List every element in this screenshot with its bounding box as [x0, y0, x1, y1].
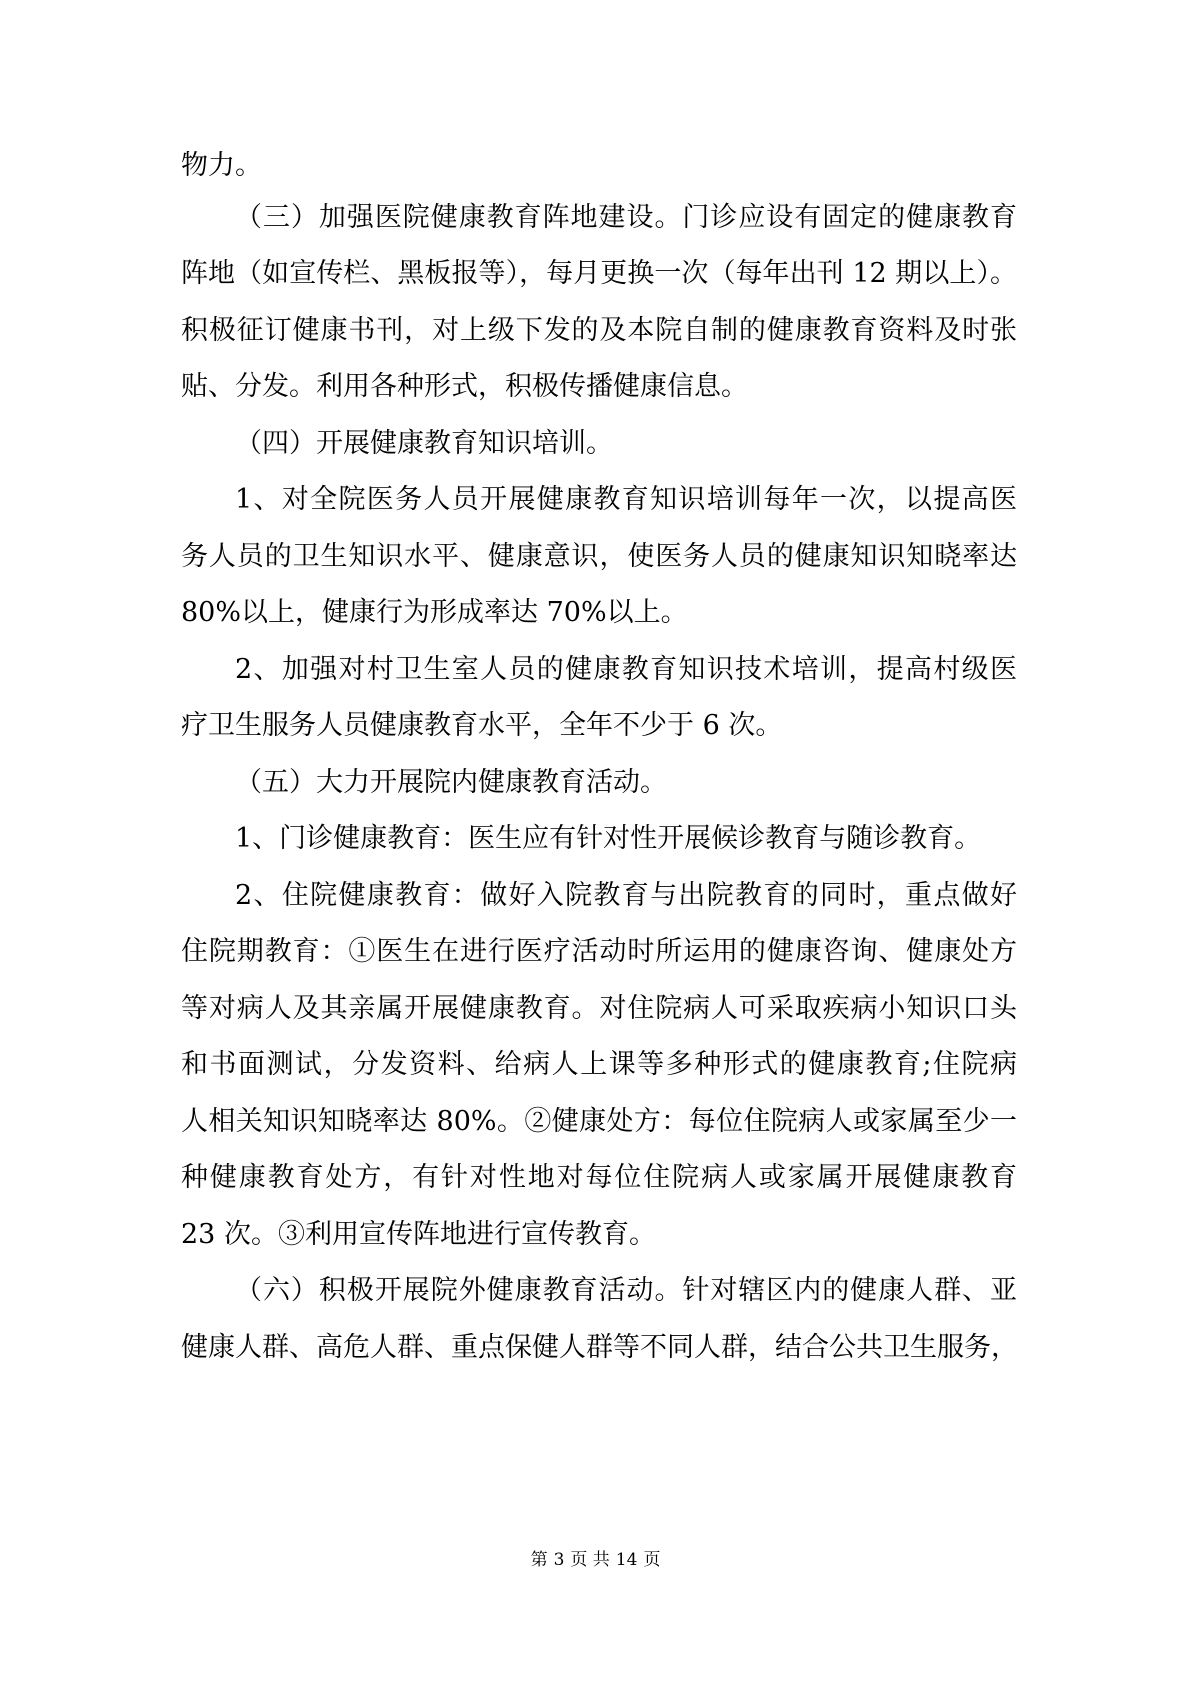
footer-suffix: 页	[643, 1550, 661, 1570]
total-pages-number: 14	[615, 1550, 638, 1570]
footer-mid: 页 共	[570, 1550, 610, 1570]
section-heading-5: （五）大力开展院内健康教育活动。	[235, 767, 667, 798]
text-line: 阵地（如宣传栏、黑板报等），每月更换一次（每年出刊 12 期以上）。	[181, 258, 1017, 289]
section-heading-3: （三）加强医院健康教育阵地建设。门诊应设有固定的健康教育	[235, 202, 1017, 233]
section-heading-4: （四）开展健康教育知识培训。	[235, 428, 613, 459]
text-line: 积极征订健康书刊，对上级下发的及本院自制的健康教育资料及时张	[181, 315, 1017, 346]
list-item: 1、对全院医务人员开展健康教育知识培训每年一次，以提高医	[235, 484, 1017, 515]
text-line: 和书面测试，分发资料、给病人上课等多种形式的健康教育;住院病	[181, 1049, 1017, 1080]
text-line: 贴、分发。利用各种形式，积极传播健康信息。	[181, 371, 748, 402]
text-line: 务人员的卫生知识水平、健康意识，使医务人员的健康知识知晓率达	[181, 541, 1017, 572]
list-item: 1、门诊健康教育：医生应有针对性开展候诊教育与随诊教育。	[235, 823, 982, 854]
section-heading-6: （六）积极开展院外健康教育活动。针对辖区内的健康人群、亚	[235, 1275, 1017, 1306]
list-item: 2、加强对村卫生室人员的健康教育知识技术培训，提高村级医	[235, 654, 1017, 685]
text-line: 健康人群、高危人群、重点保健人群等不同人群，结合公共卫生服务，	[181, 1332, 1018, 1363]
page-footer	[0, 1545, 1191, 1575]
footer-prefix: 第	[530, 1550, 548, 1570]
text-line: 种健康教育处方，有针对性地对每位住院病人或家属开展健康教育	[181, 1162, 1017, 1193]
text-line: 住院期教育：①医生在进行医疗活动时所运用的健康咨询、健康处方	[181, 936, 1017, 967]
text-line: 等对病人及其亲属开展健康教育。对住院病人可采取疾病小知识口头	[181, 993, 1017, 1024]
current-page-number: 3	[553, 1550, 565, 1570]
list-item: 2、住院健康教育：做好入院教育与出院教育的同时，重点做好	[235, 880, 1017, 911]
text-line: 80%以上，健康行为形成率达 70%以上。	[181, 597, 688, 628]
text-line: 23 次。③利用宣传阵地进行宣传教育。	[181, 1219, 656, 1250]
text-line: 疗卫生服务人员健康教育水平，全年不少于 6 次。	[181, 710, 783, 741]
text-line: 人相关知识知晓率达 80%。②健康处方：每位住院病人或家属至少一	[181, 1106, 1017, 1137]
text-line: 物力。	[181, 150, 262, 181]
